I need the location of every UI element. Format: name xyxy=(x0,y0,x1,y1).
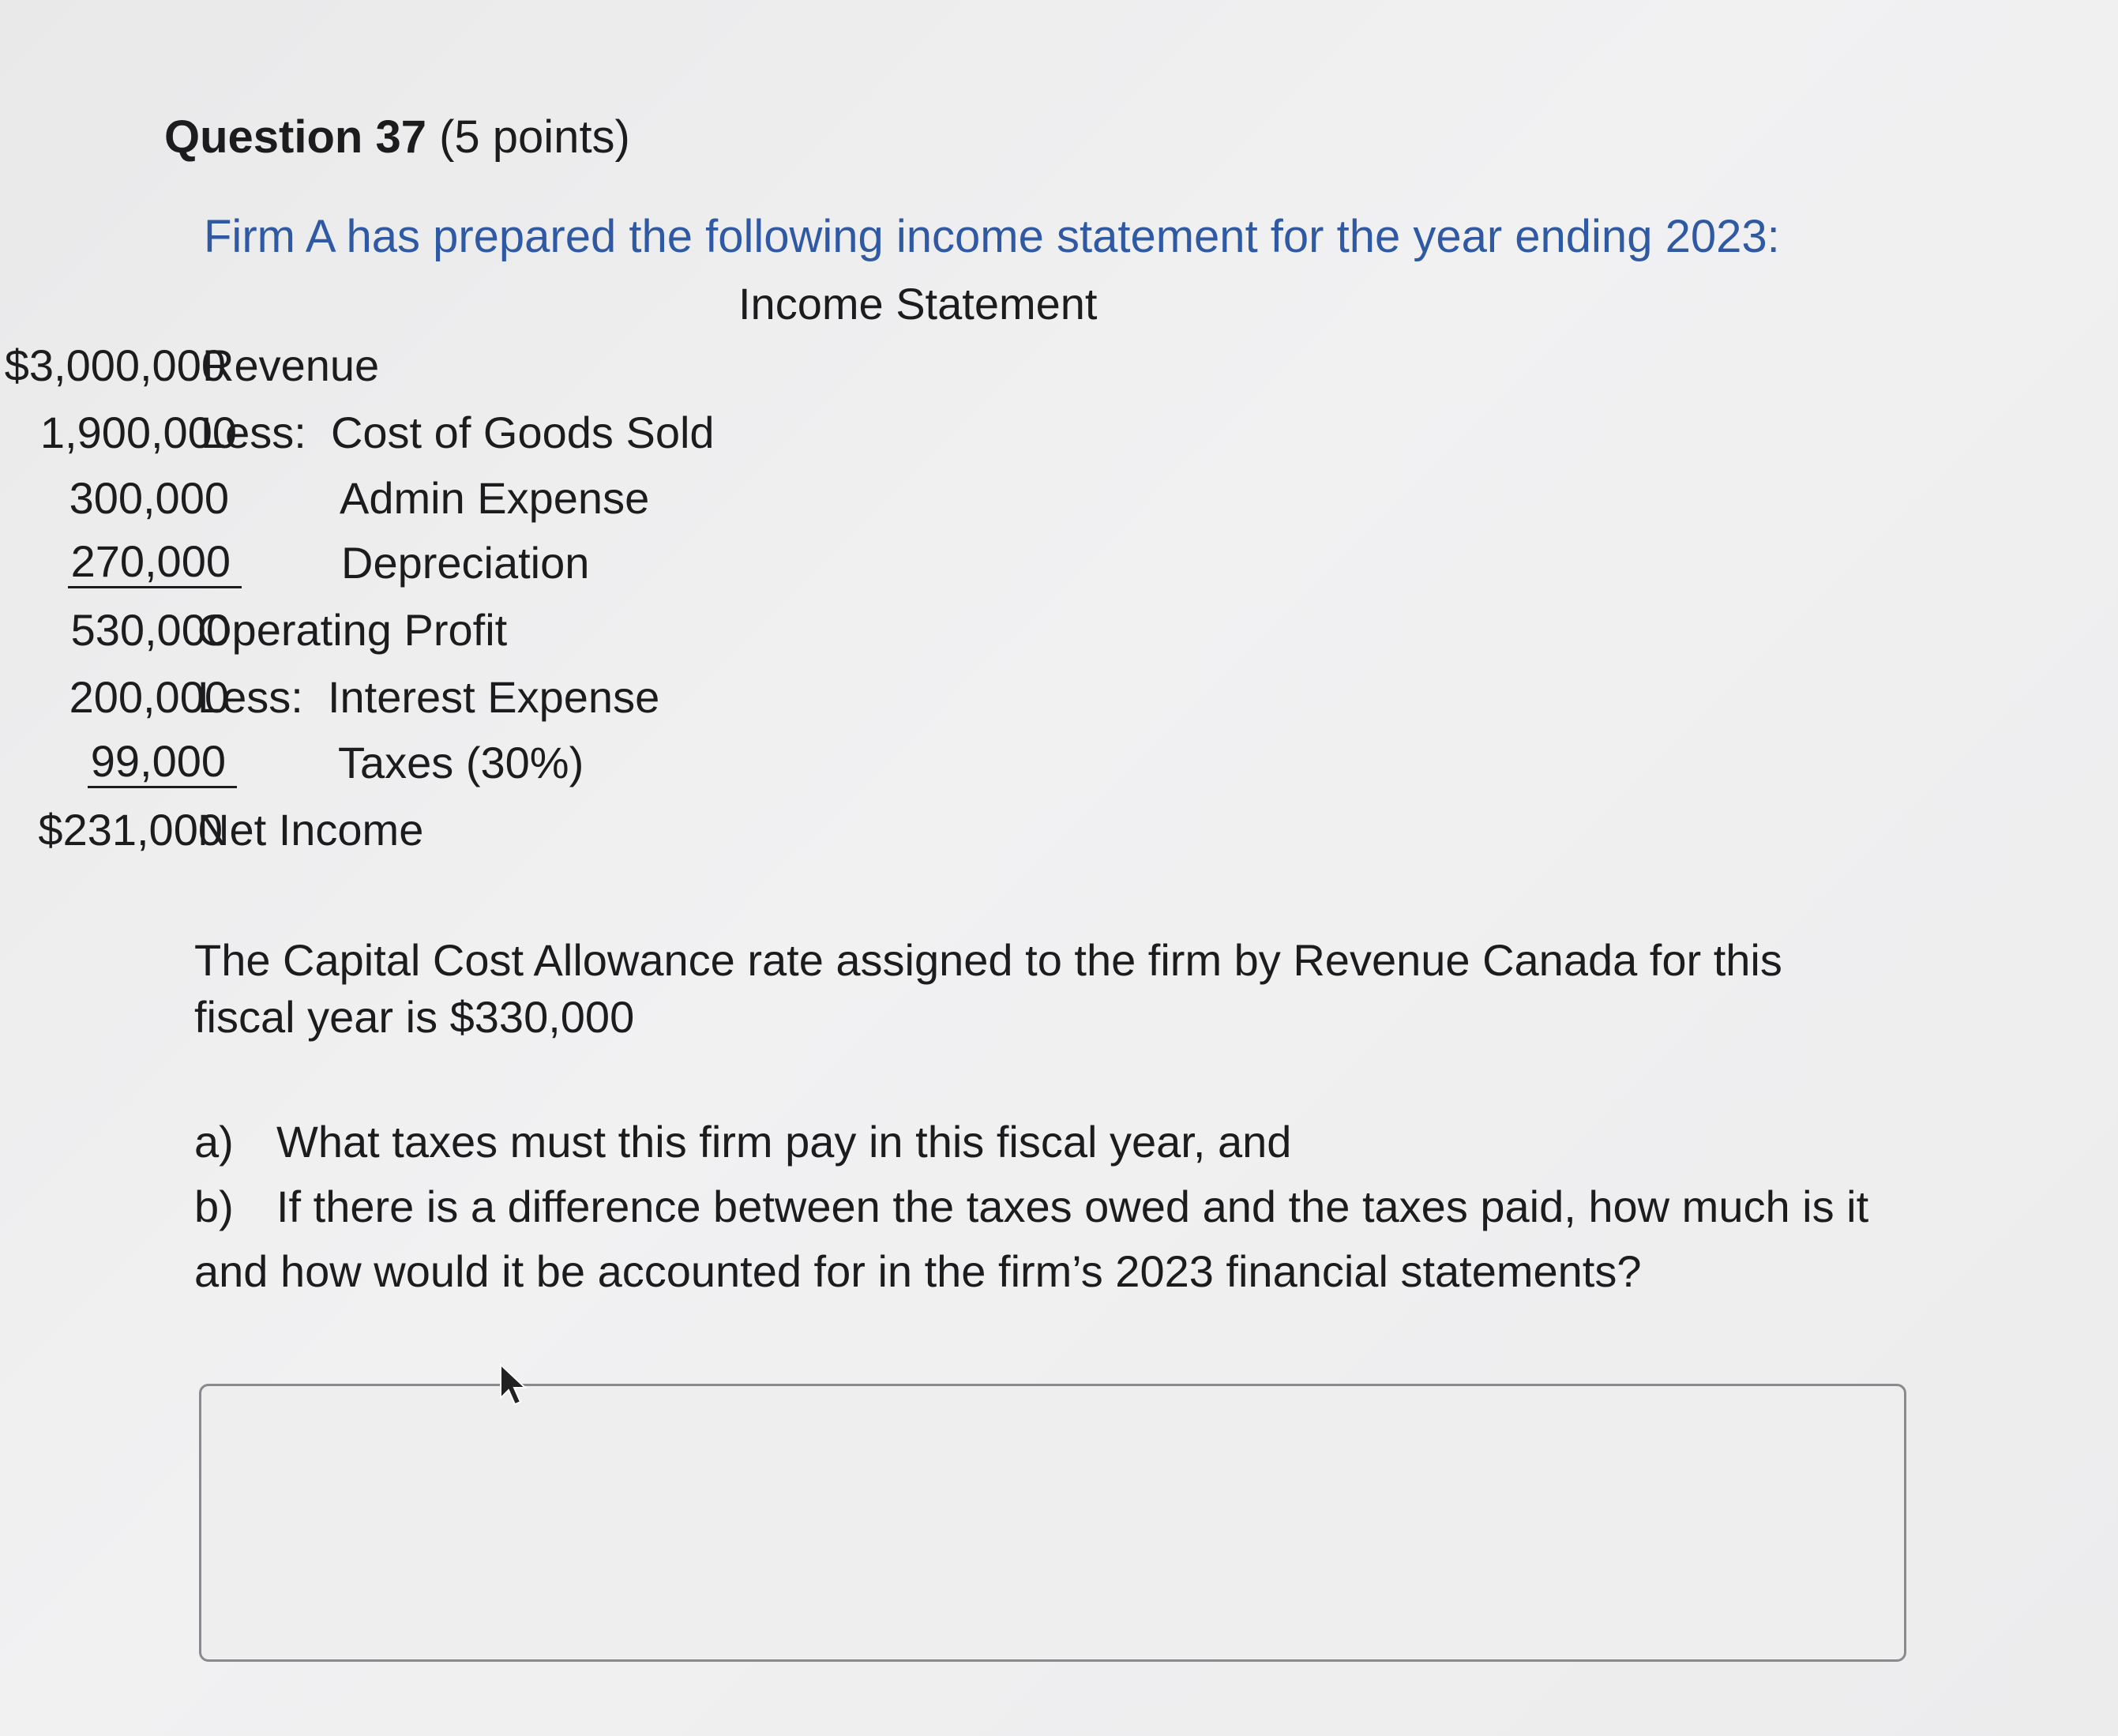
row-label: Operating Profit xyxy=(197,605,508,655)
row-label: Net Income xyxy=(197,805,424,855)
row-value: 300,000 xyxy=(69,473,229,523)
question-title: Question 37 xyxy=(164,111,426,163)
row-label: Admin Expense xyxy=(340,473,650,523)
statement-row-interest-expense xyxy=(0,671,1106,727)
item-marker: b) xyxy=(194,1182,234,1231)
row-value: 1,900,000 xyxy=(39,408,237,457)
row-label: Depreciation xyxy=(341,538,590,588)
row-value: $231,000 xyxy=(38,805,223,855)
question-header xyxy=(164,111,630,163)
row-value: 200,000 xyxy=(69,672,229,722)
question-item-b xyxy=(194,1174,1892,1304)
row-label: Revenue xyxy=(202,340,380,390)
item-text: What taxes must this firm pay in this fiscal year, and xyxy=(276,1117,1292,1167)
row-value: 270,000 xyxy=(68,537,242,588)
statement-row-depreciation xyxy=(0,537,1106,592)
mouse-cursor-icon xyxy=(499,1363,528,1407)
statement-title: Income Statement xyxy=(738,279,1098,329)
answer-textbox[interactable] xyxy=(199,1384,1906,1662)
statement-row-admin-expense xyxy=(0,472,1106,528)
row-label: Taxes (30%) xyxy=(338,738,584,787)
cca-paragraph: The Capital Cost Allowance rate assigned to the firm by Revenue Canada for this fiscal year is $330,000 xyxy=(194,935,1782,1042)
item-text: If there is a difference between the taxes owed and the taxes paid, how much is it and how would it be accounted for in the firm’s 2023 financial statements? xyxy=(194,1182,1869,1296)
statement-row-net-income xyxy=(0,804,1106,859)
question-item-a xyxy=(194,1110,1892,1174)
question-intro: Firm A has prepared the following income statement for the year ending 2023: xyxy=(204,211,1780,262)
row-value: 99,000 xyxy=(88,737,237,788)
row-value: 530,000 xyxy=(70,605,231,655)
question-points: (5 points) xyxy=(426,111,630,163)
row-label: Less: Cost of Goods Sold xyxy=(201,408,715,457)
row-value: $3,000,000 xyxy=(4,340,226,390)
statement-row-cogs xyxy=(0,407,1106,462)
row-label: Less: Interest Expense xyxy=(197,672,660,722)
item-marker: a) xyxy=(194,1117,234,1167)
statement-row-revenue xyxy=(0,340,1106,395)
statement-row-taxes xyxy=(0,737,1106,792)
question-list xyxy=(194,1110,1892,1304)
statement-row-operating-profit xyxy=(0,604,1106,659)
